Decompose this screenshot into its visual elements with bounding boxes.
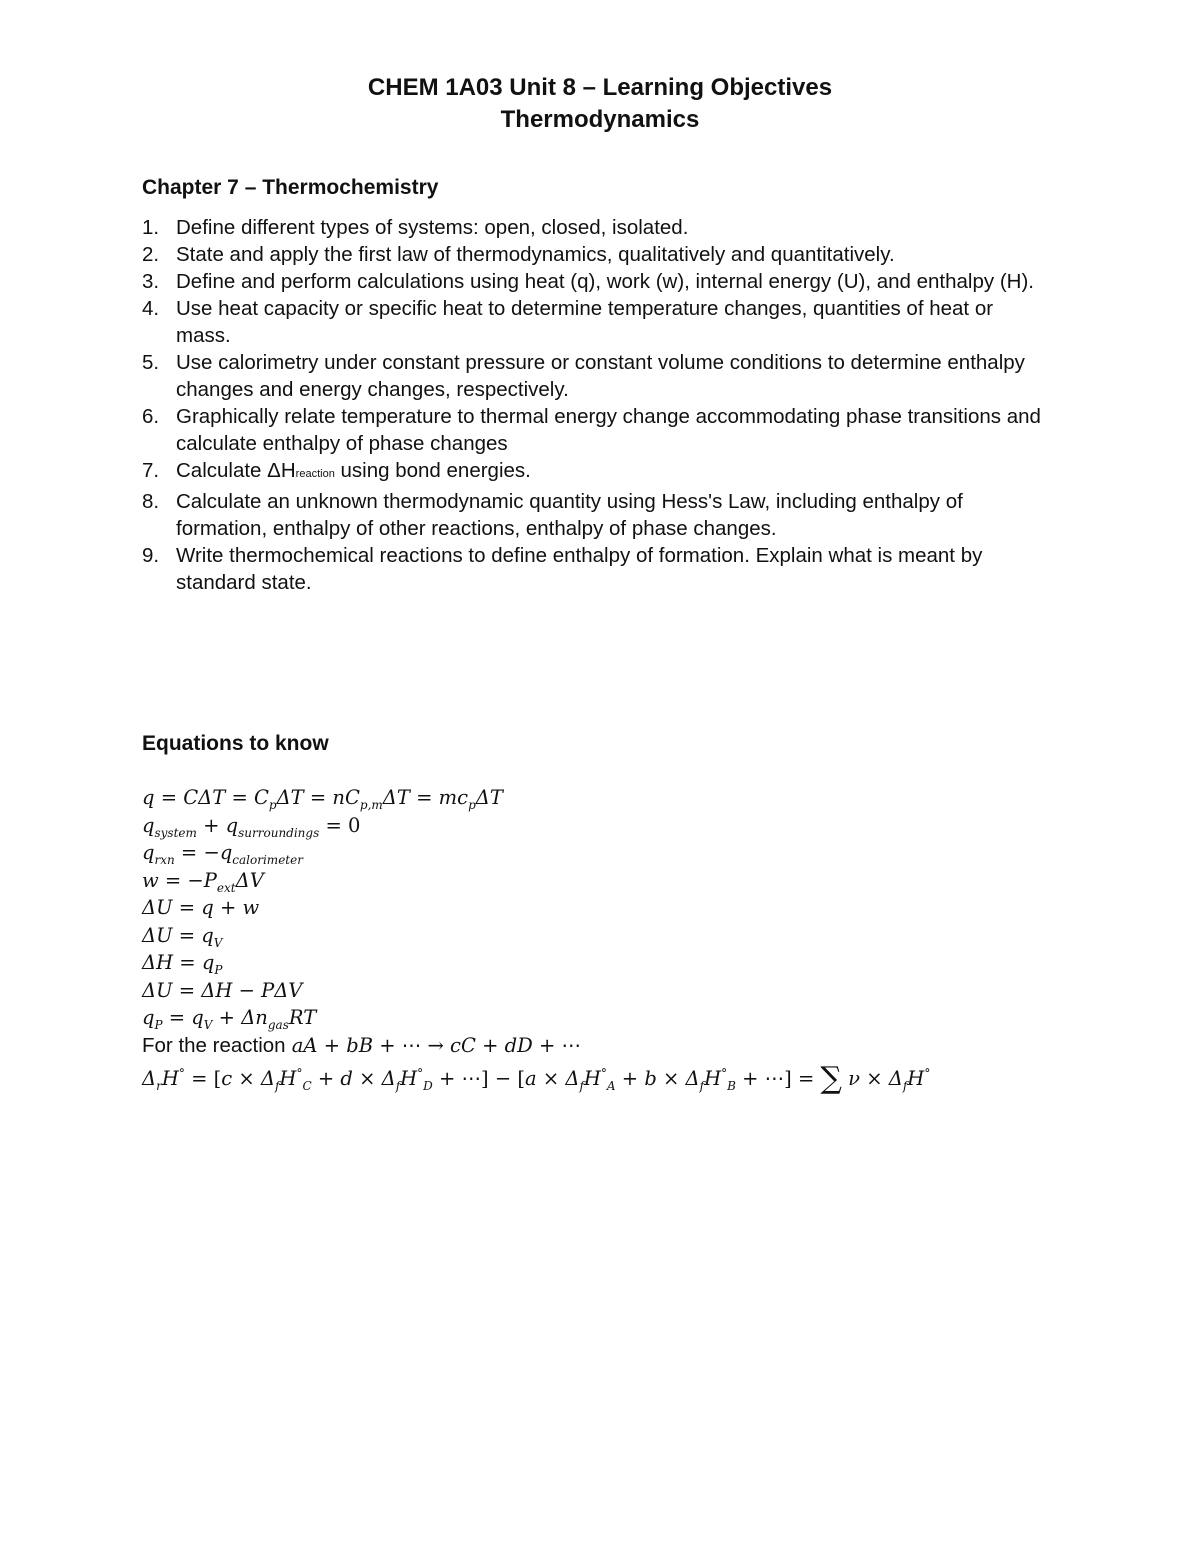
- objective-text: Use calorimetry under constant pressure or constant volume conditions to determine enthalpy changes and energy changes, respectively.: [176, 351, 1025, 401]
- reaction-label: For the reaction: [142, 1033, 286, 1057]
- equation-dh-qp: $\Delta H = q_P$: [142, 951, 223, 977]
- objective-number: 3.: [142, 270, 160, 293]
- objective-subscript: reaction: [295, 468, 335, 480]
- objective-text: Calculate an unknown thermodynamic quantity using Hess's Law, including enthalpy of formation, enthalpy of other reactions, enthalpy of phase changes.: [176, 490, 963, 540]
- objective-number: 8.: [142, 490, 160, 513]
- objective-number: 4.: [142, 297, 160, 320]
- objective-item: [142, 488, 1052, 542]
- objective-item: [142, 241, 1052, 268]
- equation-reaction: For the reaction aA + bB + ⋯ → cC + dD + ⋯: [142, 1033, 581, 1057]
- equation-work: $w = -P_{ext}\Delta V$: [142, 868, 264, 895]
- equation-calorimeter: $q_{rxn} = -q_{calorimeter}$: [142, 841, 303, 867]
- equations-list: [142, 784, 1142, 1096]
- objectives-list: [142, 214, 1052, 596]
- objective-item: [142, 295, 1052, 349]
- title-line-2: Thermodynamics: [500, 106, 700, 133]
- objective-number: 5.: [142, 351, 160, 374]
- equation-hess: $\Delta_rH^\circ = [c \times \Delta_fH^\circ_C + d \times \Delta_fH^\circ_D$ + ⋯] − [$a \times \Delta_fH^\circ_A + b \times \Delta_fH^\circ_B$ + ⋯] = ∑ $\nu \times \Delta_fH^\circ$: [142, 1061, 931, 1096]
- equations-heading: Equations to know: [142, 732, 329, 755]
- chapter-heading: Chapter 7 – Thermochemistry: [142, 176, 439, 199]
- objective-item: [142, 349, 1052, 403]
- equation-heat-balance: $q_{system} + q_{surroundings} = 0$: [142, 813, 361, 840]
- objective-number: 6.: [142, 405, 160, 428]
- objective-text: Define and perform calculations using heat (q), work (w), internal energy (U), and enthalpy (H).: [176, 270, 1034, 293]
- objective-text-before: Calculate ΔH: [176, 459, 296, 482]
- objective-text-after: using bond energies.: [334, 459, 531, 482]
- equation-heat: $q = C\Delta T = C_p\Delta T = nC_{p,m}\Delta T = mc_p\Delta T$: [142, 786, 503, 812]
- objective-number: 1.: [142, 216, 160, 239]
- objective-item: [142, 542, 1052, 596]
- equation-du-qv: $\Delta U = q_V$: [142, 923, 223, 950]
- objective-item: [142, 457, 1052, 488]
- objective-text: Graphically relate temperature to thermal energy change accommodating phase transitions and calculate enthalpy of phase changes: [176, 405, 1041, 455]
- title-line-1: CHEM 1A03 Unit 8 – Learning Objectives: [367, 74, 833, 101]
- document-title: [0, 72, 1200, 136]
- objective-text: Use heat capacity or specific heat to determine temperature changes, quantities of heat or mass.: [176, 297, 994, 347]
- equation-first-law: ΔU = q + w: [142, 896, 260, 919]
- equation-du-dh: ΔU = ΔH − PΔV: [142, 978, 303, 1002]
- objective-text: Define different types of systems: open, closed, isolated.: [176, 216, 689, 239]
- objective-number: 9.: [142, 544, 160, 567]
- objective-number: 7.: [142, 459, 160, 482]
- objective-text: State and apply the first law of thermodynamics, qualitatively and quantitatively.: [176, 243, 895, 266]
- objective-text: Write thermochemical reactions to define enthalpy of formation. Explain what is meant by standard state.: [176, 544, 983, 594]
- objective-item: [142, 403, 1052, 457]
- equation-qp-qv: $q_P = q_V + \Delta n_{gas}RT$: [142, 1006, 317, 1032]
- objective-item: [142, 214, 1052, 241]
- objective-number: 2.: [142, 243, 160, 266]
- objective-item: [142, 268, 1052, 295]
